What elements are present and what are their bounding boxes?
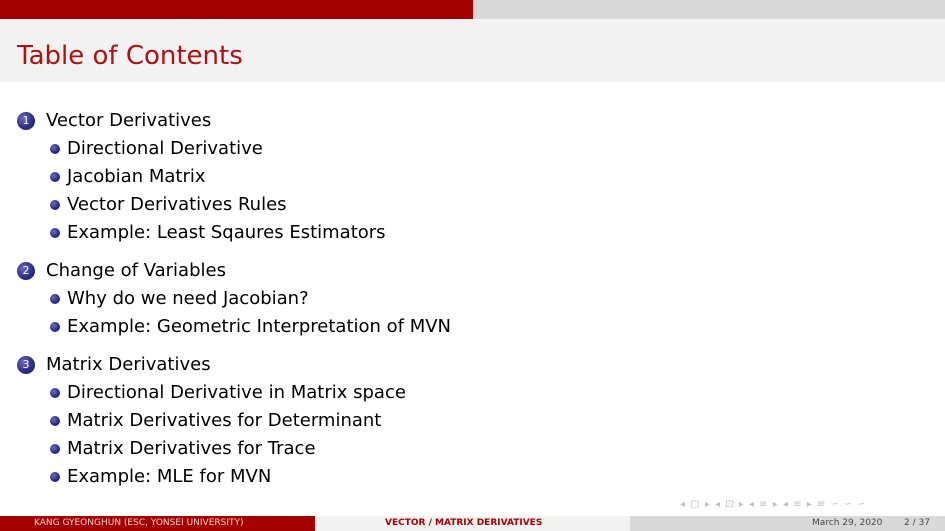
bullet-icon — [50, 200, 60, 210]
bullet-icon — [50, 228, 60, 238]
toc-section-matrix-derivatives[interactable]: Matrix Derivatives — [46, 354, 211, 375]
toc-subsection-item[interactable]: Example: Least Sqaures Estimators — [67, 222, 386, 243]
footer-title-box — [315, 516, 630, 531]
footer-author: KANG GYEONGHUN (ESC, YONSEI UNIVERSITY) — [34, 518, 244, 528]
bullet-icon — [50, 144, 60, 154]
toc-subsection-item[interactable]: Jacobian Matrix — [67, 166, 206, 187]
section-number-icon: 3 — [17, 356, 35, 374]
beamer-navigation-icons[interactable]: ◂ ▢ ▸ ◂ ⊡ ▸ ◂ ≡ ▸ ◂ ≡ ▸ ≡ ∽ ∽ ∽ — [680, 499, 867, 510]
toc-subsection-item[interactable]: Directional Derivative — [67, 138, 263, 159]
bullet-icon — [50, 416, 60, 426]
toc-subsection-item[interactable]: Example: MLE for MVN — [67, 466, 272, 487]
toc-section-vector-derivatives[interactable]: Vector Derivatives — [46, 110, 212, 131]
toc-section-change-of-variables[interactable]: Change of Variables — [46, 260, 226, 281]
bullet-icon — [50, 294, 60, 304]
footer-page-number: 2 / 37 — [904, 518, 930, 528]
bullet-icon — [50, 322, 60, 332]
footer — [0, 516, 945, 531]
page-title: Table of Contents — [17, 41, 243, 71]
section-number-icon: 2 — [17, 262, 35, 280]
footer-short-title: VECTOR / MATRIX DERIVATIVES — [385, 518, 543, 528]
toc-subsection-item[interactable]: Directional Derivative in Matrix space — [67, 382, 406, 403]
toc-subsection-item[interactable]: Example: Geometric Interpretation of MVN — [67, 316, 452, 337]
bullet-icon — [50, 444, 60, 454]
toc-subsection-item[interactable]: Matrix Derivatives for Trace — [67, 438, 316, 459]
bullet-icon — [50, 388, 60, 398]
toc-subsection-item[interactable]: Vector Derivatives Rules — [67, 194, 287, 215]
footer-date: March 29, 2020 — [812, 518, 883, 528]
footer-info-box — [630, 516, 945, 531]
bullet-icon — [50, 172, 60, 182]
toc-subsection-item[interactable]: Why do we need Jacobian? — [67, 288, 309, 309]
bullet-icon — [50, 472, 60, 482]
footer-author-box — [0, 516, 315, 531]
toc-subsection-item[interactable]: Matrix Derivatives for Determinant — [67, 410, 382, 431]
section-number-icon: 1 — [17, 112, 35, 130]
